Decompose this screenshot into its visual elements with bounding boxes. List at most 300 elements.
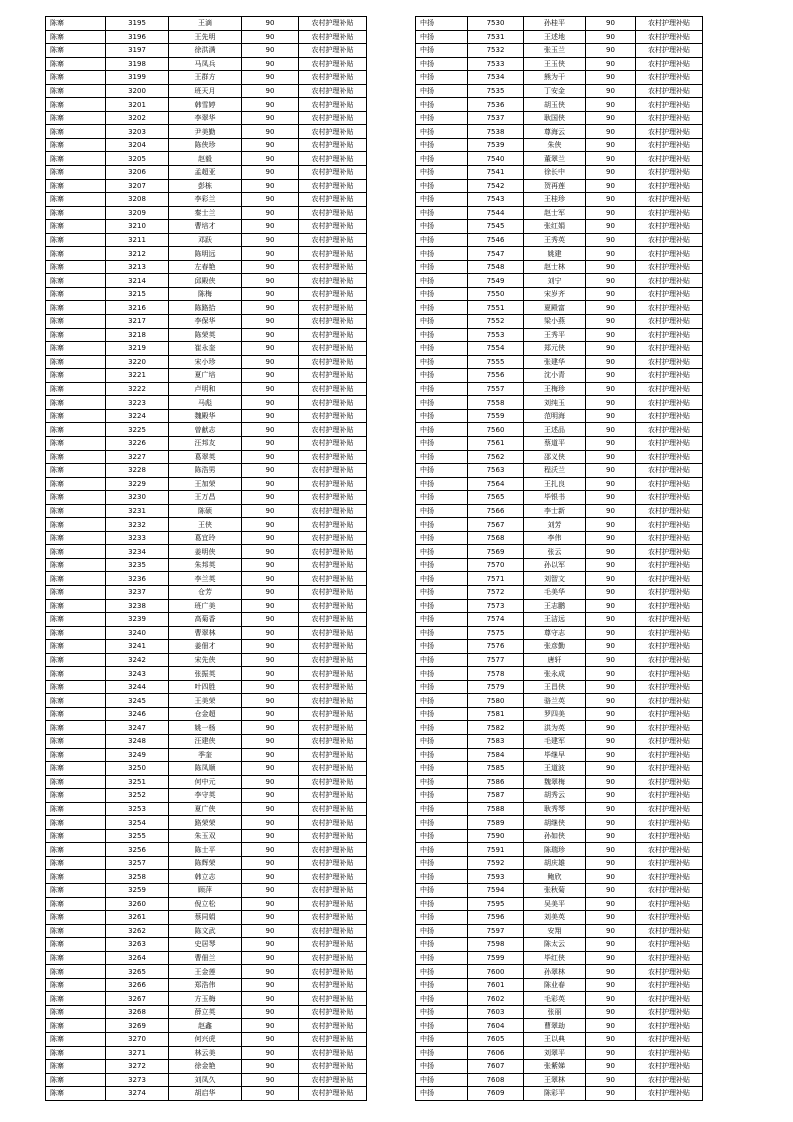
type-cell: 农村护理补贴	[299, 734, 367, 748]
name-cell: 叶四胜	[169, 680, 242, 694]
amount-cell: 90	[242, 694, 299, 708]
region-cell: 中扬	[416, 396, 468, 410]
region-cell: 中扬	[416, 233, 468, 247]
type-cell: 农村护理补贴	[636, 856, 703, 870]
type-cell: 农村护理补贴	[636, 978, 703, 992]
name-cell: 王滴	[169, 17, 242, 31]
name-cell: 王以典	[524, 1033, 586, 1047]
amount-cell: 90	[586, 843, 636, 857]
amount-cell: 90	[586, 220, 636, 234]
region-cell: 陈寨	[46, 545, 106, 559]
id-cell: 7577	[468, 653, 524, 667]
table-row	[416, 342, 703, 356]
table-row	[46, 680, 367, 694]
id-cell: 3216	[106, 301, 169, 315]
type-cell: 农村护理补贴	[636, 1019, 703, 1033]
name-cell: 毕红侠	[524, 951, 586, 965]
type-cell: 农村护理补贴	[636, 450, 703, 464]
amount-cell: 90	[586, 775, 636, 789]
region-cell: 陈寨	[46, 721, 106, 735]
amount-cell: 90	[242, 423, 299, 437]
name-cell: 陈路拾	[169, 301, 242, 315]
amount-cell: 90	[242, 233, 299, 247]
type-cell: 农村护理补贴	[299, 694, 367, 708]
name-cell: 吴美平	[524, 897, 586, 911]
table-row	[46, 558, 367, 572]
amount-cell: 90	[586, 762, 636, 776]
name-cell: 陈荣英	[169, 328, 242, 342]
type-cell: 农村护理补贴	[299, 992, 367, 1006]
region-cell: 中扬	[416, 30, 468, 44]
region-cell: 中扬	[416, 775, 468, 789]
type-cell: 农村护理补贴	[299, 260, 367, 274]
type-cell: 农村护理补贴	[299, 545, 367, 559]
id-cell: 7576	[468, 640, 524, 654]
type-cell: 农村护理补贴	[299, 17, 367, 31]
name-cell: 顾萍	[169, 884, 242, 898]
type-cell: 农村护理补贴	[299, 843, 367, 857]
table-row	[46, 707, 367, 721]
region-cell: 陈寨	[46, 951, 106, 965]
region-cell: 陈寨	[46, 1060, 106, 1074]
type-cell: 农村护理补贴	[636, 342, 703, 356]
id-cell: 7566	[468, 504, 524, 518]
region-cell: 中扬	[416, 98, 468, 112]
id-cell: 3256	[106, 843, 169, 857]
amount-cell: 90	[242, 585, 299, 599]
amount-cell: 90	[586, 613, 636, 627]
region-cell: 中扬	[416, 789, 468, 803]
name-cell: 洪为英	[524, 721, 586, 735]
table-row	[416, 640, 703, 654]
amount-cell: 90	[242, 924, 299, 938]
name-cell: 姚一杨	[169, 721, 242, 735]
table-row	[46, 1073, 367, 1087]
table-row	[416, 843, 703, 857]
name-cell: 曹佃兰	[169, 951, 242, 965]
table-row	[416, 98, 703, 112]
amount-cell: 90	[242, 84, 299, 98]
amount-cell: 90	[586, 978, 636, 992]
type-cell: 农村护理补贴	[636, 911, 703, 925]
id-cell: 7552	[468, 315, 524, 329]
region-cell: 陈寨	[46, 816, 106, 830]
type-cell: 农村护理补贴	[636, 789, 703, 803]
table-row	[46, 734, 367, 748]
id-cell: 3271	[106, 1046, 169, 1060]
name-cell: 张紫娣	[524, 1060, 586, 1074]
type-cell: 农村护理补贴	[636, 1060, 703, 1074]
region-cell: 陈寨	[46, 626, 106, 640]
table-row	[46, 938, 367, 952]
id-cell: 7551	[468, 301, 524, 315]
region-cell: 中扬	[416, 342, 468, 356]
name-cell: 李保华	[169, 315, 242, 329]
type-cell: 农村护理补贴	[299, 369, 367, 383]
table-row	[416, 1019, 703, 1033]
region-cell: 陈寨	[46, 436, 106, 450]
type-cell: 农村护理补贴	[636, 287, 703, 301]
id-cell: 7533	[468, 57, 524, 71]
id-cell: 7605	[468, 1033, 524, 1047]
table-row	[416, 911, 703, 925]
region-cell: 中扬	[416, 653, 468, 667]
type-cell: 农村护理补贴	[636, 57, 703, 71]
amount-cell: 90	[586, 84, 636, 98]
table-row	[46, 545, 367, 559]
amount-cell: 90	[586, 287, 636, 301]
type-cell: 农村护理补贴	[299, 193, 367, 207]
table-row	[46, 884, 367, 898]
id-cell: 3274	[106, 1087, 169, 1101]
type-cell: 农村护理补贴	[636, 721, 703, 735]
region-cell: 中扬	[416, 640, 468, 654]
amount-cell: 90	[242, 897, 299, 911]
name-cell: 汪邦友	[169, 436, 242, 450]
id-cell: 7553	[468, 328, 524, 342]
type-cell: 农村护理补贴	[636, 396, 703, 410]
type-cell: 农村护理补贴	[636, 531, 703, 545]
region-cell: 陈寨	[46, 342, 106, 356]
amount-cell: 90	[242, 992, 299, 1006]
type-cell: 农村护理补贴	[636, 640, 703, 654]
name-cell: 陈侠珍	[169, 138, 242, 152]
table-row	[416, 1060, 703, 1074]
region-cell: 陈寨	[46, 409, 106, 423]
table-row	[416, 382, 703, 396]
name-cell: 崔永奎	[169, 342, 242, 356]
name-cell: 方玉梅	[169, 992, 242, 1006]
name-cell: 徐长中	[524, 166, 586, 180]
name-cell: 丁安金	[524, 84, 586, 98]
region-cell: 陈寨	[46, 152, 106, 166]
id-cell: 7561	[468, 436, 524, 450]
name-cell: 王道波	[524, 762, 586, 776]
id-cell: 7554	[468, 342, 524, 356]
amount-cell: 90	[586, 1046, 636, 1060]
type-cell: 农村护理补贴	[636, 992, 703, 1006]
amount-cell: 90	[586, 369, 636, 383]
table-row	[46, 653, 367, 667]
region-cell: 中扬	[416, 369, 468, 383]
region-cell: 陈寨	[46, 233, 106, 247]
type-cell: 农村护理补贴	[299, 477, 367, 491]
region-cell: 陈寨	[46, 138, 106, 152]
table-row	[46, 301, 367, 315]
table-row	[46, 599, 367, 613]
type-cell: 农村护理补贴	[636, 423, 703, 437]
region-cell: 中扬	[416, 57, 468, 71]
amount-cell: 90	[242, 450, 299, 464]
table-row	[46, 30, 367, 44]
id-cell: 3210	[106, 220, 169, 234]
amount-cell: 90	[242, 301, 299, 315]
id-cell: 7534	[468, 71, 524, 85]
name-cell: 胡庆雄	[524, 856, 586, 870]
table-row	[416, 44, 703, 58]
table-row	[46, 138, 367, 152]
id-cell: 7536	[468, 98, 524, 112]
name-cell: 张玉兰	[524, 44, 586, 58]
amount-cell: 90	[242, 382, 299, 396]
region-cell: 陈寨	[46, 1087, 106, 1101]
table-row	[46, 1087, 367, 1101]
name-cell: 邓跃	[169, 233, 242, 247]
region-cell: 陈寨	[46, 694, 106, 708]
region-cell: 陈寨	[46, 653, 106, 667]
type-cell: 农村护理补贴	[636, 545, 703, 559]
name-cell: 熊为干	[524, 71, 586, 85]
amount-cell: 90	[586, 640, 636, 654]
table-row	[416, 491, 703, 505]
region-cell: 中扬	[416, 1087, 468, 1101]
region-cell: 陈寨	[46, 924, 106, 938]
region-cell: 中扬	[416, 1046, 468, 1060]
id-cell: 3227	[106, 450, 169, 464]
region-cell: 陈寨	[46, 464, 106, 478]
region-cell: 中扬	[416, 667, 468, 681]
region-cell: 中扬	[416, 1033, 468, 1047]
table-row	[416, 802, 703, 816]
type-cell: 农村护理补贴	[636, 585, 703, 599]
table-row	[416, 464, 703, 478]
name-cell: 王秀英	[524, 233, 586, 247]
amount-cell: 90	[586, 884, 636, 898]
amount-cell: 90	[242, 816, 299, 830]
id-cell: 7604	[468, 1019, 524, 1033]
id-cell: 3235	[106, 558, 169, 572]
name-cell: 陈瑞珍	[524, 843, 586, 857]
region-cell: 中扬	[416, 802, 468, 816]
name-cell: 徐金艳	[169, 1060, 242, 1074]
name-cell: 陈硕	[169, 504, 242, 518]
region-cell: 陈寨	[46, 531, 106, 545]
table-row	[416, 992, 703, 1006]
type-cell: 农村护理补贴	[636, 572, 703, 586]
name-cell: 孙翠林	[524, 965, 586, 979]
region-cell: 陈寨	[46, 504, 106, 518]
id-cell: 3245	[106, 694, 169, 708]
name-cell: 王昌侠	[524, 680, 586, 694]
amount-cell: 90	[586, 166, 636, 180]
type-cell: 农村护理补贴	[636, 84, 703, 98]
region-cell: 中扬	[416, 1073, 468, 1087]
id-cell: 3253	[106, 802, 169, 816]
name-cell: 陈辉荣	[169, 856, 242, 870]
name-cell: 曹培才	[169, 220, 242, 234]
amount-cell: 90	[242, 748, 299, 762]
type-cell: 农村护理补贴	[636, 301, 703, 315]
table-row	[416, 193, 703, 207]
amount-cell: 90	[242, 409, 299, 423]
amount-cell: 90	[586, 911, 636, 925]
type-cell: 农村护理补贴	[299, 978, 367, 992]
region-cell: 中扬	[416, 464, 468, 478]
id-cell: 7540	[468, 152, 524, 166]
region-cell: 陈寨	[46, 71, 106, 85]
name-cell: 邱殿侠	[169, 274, 242, 288]
amount-cell: 90	[586, 856, 636, 870]
amount-cell: 90	[242, 1046, 299, 1060]
id-cell: 7580	[468, 694, 524, 708]
table-row	[46, 260, 367, 274]
name-cell: 程沃兰	[524, 464, 586, 478]
name-cell: 陈业春	[524, 978, 586, 992]
amount-cell: 90	[242, 951, 299, 965]
id-cell: 3198	[106, 57, 169, 71]
name-cell: 徐洪满	[169, 44, 242, 58]
type-cell: 农村护理补贴	[636, 653, 703, 667]
type-cell: 农村护理补贴	[299, 775, 367, 789]
name-cell: 仓芳	[169, 585, 242, 599]
region-cell: 陈寨	[46, 369, 106, 383]
name-cell: 彭栋	[169, 179, 242, 193]
amount-cell: 90	[242, 1019, 299, 1033]
amount-cell: 90	[242, 680, 299, 694]
id-cell: 3250	[106, 762, 169, 776]
id-cell: 3197	[106, 44, 169, 58]
table-row	[46, 667, 367, 681]
name-cell: 班广美	[169, 599, 242, 613]
type-cell: 农村护理补贴	[299, 599, 367, 613]
table-row	[416, 477, 703, 491]
name-cell: 路荣荣	[169, 816, 242, 830]
region-cell: 陈寨	[46, 978, 106, 992]
amount-cell: 90	[586, 450, 636, 464]
table-row	[416, 17, 703, 31]
id-cell: 3246	[106, 707, 169, 721]
type-cell: 农村护理补贴	[299, 911, 367, 925]
type-cell: 农村护理补贴	[299, 220, 367, 234]
name-cell: 姜佃才	[169, 640, 242, 654]
name-cell: 何中元	[169, 775, 242, 789]
amount-cell: 90	[242, 369, 299, 383]
region-cell: 陈寨	[46, 518, 106, 532]
region-cell: 中扬	[416, 734, 468, 748]
amount-cell: 90	[586, 17, 636, 31]
amount-cell: 90	[242, 247, 299, 261]
name-cell: 朱侠	[524, 138, 586, 152]
id-cell: 7609	[468, 1087, 524, 1101]
region-cell: 陈寨	[46, 667, 106, 681]
table-row	[416, 707, 703, 721]
amount-cell: 90	[586, 1033, 636, 1047]
table-row	[46, 464, 367, 478]
amount-cell: 90	[242, 30, 299, 44]
amount-cell: 90	[242, 870, 299, 884]
id-cell: 3214	[106, 274, 169, 288]
id-cell: 7588	[468, 802, 524, 816]
amount-cell: 90	[242, 396, 299, 410]
id-cell: 3264	[106, 951, 169, 965]
table-row	[46, 152, 367, 166]
amount-cell: 90	[586, 138, 636, 152]
name-cell: 卢明和	[169, 382, 242, 396]
type-cell: 农村护理补贴	[636, 477, 703, 491]
name-cell: 邵义侠	[524, 450, 586, 464]
table-row	[416, 355, 703, 369]
amount-cell: 90	[586, 491, 636, 505]
amount-cell: 90	[586, 558, 636, 572]
amount-cell: 90	[242, 965, 299, 979]
table-row	[46, 396, 367, 410]
amount-cell: 90	[586, 382, 636, 396]
amount-cell: 90	[586, 44, 636, 58]
amount-cell: 90	[586, 870, 636, 884]
type-cell: 农村护理补贴	[299, 98, 367, 112]
amount-cell: 90	[242, 734, 299, 748]
type-cell: 农村护理补贴	[299, 802, 367, 816]
table-row	[46, 843, 367, 857]
amount-cell: 90	[242, 707, 299, 721]
type-cell: 农村护理补贴	[636, 1073, 703, 1087]
type-cell: 农村护理补贴	[299, 938, 367, 952]
name-cell: 马彪	[169, 396, 242, 410]
id-cell: 3217	[106, 315, 169, 329]
region-cell: 中扬	[416, 491, 468, 505]
amount-cell: 90	[586, 260, 636, 274]
amount-cell: 90	[586, 531, 636, 545]
id-cell: 3267	[106, 992, 169, 1006]
table-row	[416, 57, 703, 71]
name-cell: 马凤兵	[169, 57, 242, 71]
amount-cell: 90	[242, 287, 299, 301]
amount-cell: 90	[586, 179, 636, 193]
amount-cell: 90	[242, 1005, 299, 1019]
type-cell: 农村护理补贴	[299, 829, 367, 843]
table-row	[46, 17, 367, 31]
id-cell: 3239	[106, 613, 169, 627]
region-cell: 陈寨	[46, 613, 106, 627]
name-cell: 李兰英	[169, 572, 242, 586]
region-cell: 中扬	[416, 274, 468, 288]
type-cell: 农村护理补贴	[636, 233, 703, 247]
type-cell: 农村护理补贴	[299, 152, 367, 166]
id-cell: 3237	[106, 585, 169, 599]
name-cell: 李彩兰	[169, 193, 242, 207]
region-cell: 陈寨	[46, 802, 106, 816]
table-row	[46, 57, 367, 71]
amount-cell: 90	[586, 789, 636, 803]
region-cell: 中扬	[416, 829, 468, 843]
table-row	[46, 897, 367, 911]
name-cell: 李伟	[524, 531, 586, 545]
id-cell: 7558	[468, 396, 524, 410]
table-row	[416, 409, 703, 423]
region-cell: 中扬	[416, 748, 468, 762]
name-cell: 沈小青	[524, 369, 586, 383]
name-cell: 曹翠劫	[524, 1019, 586, 1033]
table-row	[46, 640, 367, 654]
name-cell: 倪立松	[169, 897, 242, 911]
table-row	[46, 856, 367, 870]
table-row	[46, 44, 367, 58]
name-cell: 董翠兰	[524, 152, 586, 166]
region-cell: 陈寨	[46, 98, 106, 112]
id-cell: 7571	[468, 572, 524, 586]
table-row	[416, 599, 703, 613]
type-cell: 农村护理补贴	[636, 409, 703, 423]
table-row	[416, 613, 703, 627]
amount-cell: 90	[242, 138, 299, 152]
amount-cell: 90	[586, 951, 636, 965]
table-row	[46, 1033, 367, 1047]
name-cell: 张建华	[524, 355, 586, 369]
table-row	[416, 626, 703, 640]
table-row	[46, 450, 367, 464]
amount-cell: 90	[586, 1060, 636, 1074]
type-cell: 农村护理补贴	[636, 802, 703, 816]
